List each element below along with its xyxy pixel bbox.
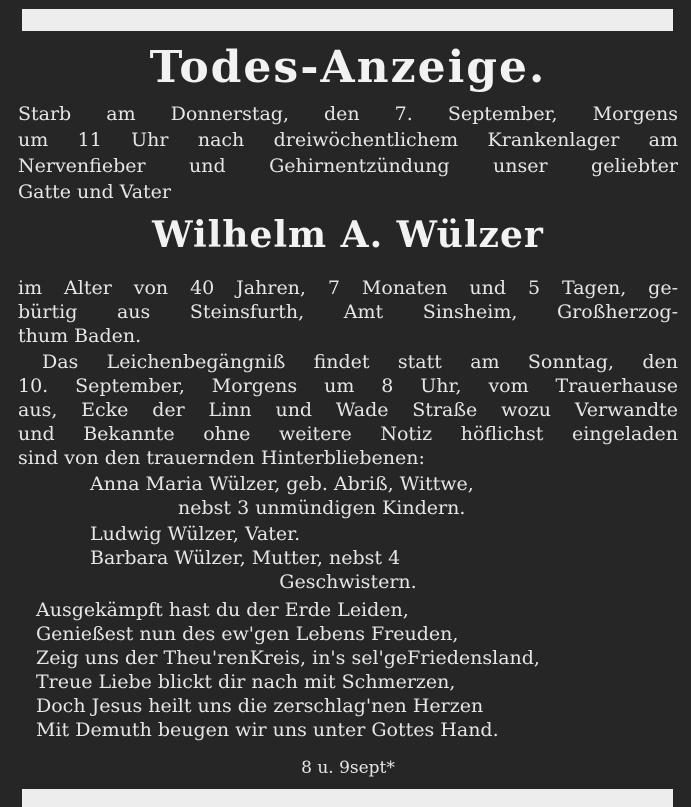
poem-line: Ausgekämpft hast du der Erde Leiden,	[36, 599, 409, 621]
intro-line: Nervenfieber und Gehirnentzündung unser geliebter	[18, 155, 678, 177]
mourner-line: Anna Maria Wülzer, geb. Abriß, Wittwe,	[90, 473, 474, 495]
mourner-line: nebst 3 unmündigen Kindern.	[178, 497, 466, 519]
details-line: im Alter von 40 Jahren, 7 Monaten und 5 Tagen, ge-	[18, 277, 678, 299]
funeral-line: Das Leichenbegängniß findet statt am Sonntag, den	[42, 351, 678, 373]
publication-date-note: 8 u. 9sept*	[301, 758, 395, 778]
notice-title: Todes-Anzeige.	[149, 42, 547, 93]
poem-line: Mit Demuth beugen wir uns unter Gottes Hand.	[36, 719, 499, 741]
bottom-rule	[22, 789, 673, 807]
funeral-line: aus, Ecke der Linn und Wade Straße wozu Verwandte	[18, 399, 678, 421]
poem-line: Treue Liebe blickt dir nach mit Schmerzen,	[36, 671, 456, 693]
intro-line: um 11 Uhr nach dreiwöchentlichem Krankenlager am	[18, 129, 678, 151]
poem-line: Genießest nun des ew'gen Lebens Freuden,	[36, 623, 459, 645]
deceased-name: Wilhelm A. Wülzer	[152, 214, 544, 256]
details-line: thum Baden.	[18, 325, 142, 347]
mourner-line: Geschwistern.	[279, 571, 417, 593]
top-rule	[22, 9, 673, 31]
intro-line: Starb am Donnerstag, den 7. September, Morgens	[18, 103, 678, 125]
mourner-line: Ludwig Wülzer, Vater.	[90, 523, 301, 545]
poem-line: Zeig uns der Theu'renKreis, in's sel'geFriedensland,	[36, 647, 540, 669]
death-notice	[18, 36, 678, 786]
mourner-line: Barbara Wülzer, Mutter, nebst 4	[90, 547, 401, 569]
funeral-line: 10. September, Morgens um 8 Uhr, vom Trauerhause	[18, 375, 678, 397]
funeral-line: und Bekannte ohne weitere Notiz höflichst eingeladen	[18, 423, 678, 445]
intro-line: Gatte und Vater	[18, 181, 172, 203]
poem-line: Doch Jesus heilt uns die zerschlag'nen Herzen	[36, 695, 484, 717]
details-line: bürtig aus Steinsfurth, Amt Sinsheim, Großherzog-	[18, 301, 678, 323]
funeral-line: sind von den trauernden Hinterbliebenen:	[18, 447, 425, 469]
